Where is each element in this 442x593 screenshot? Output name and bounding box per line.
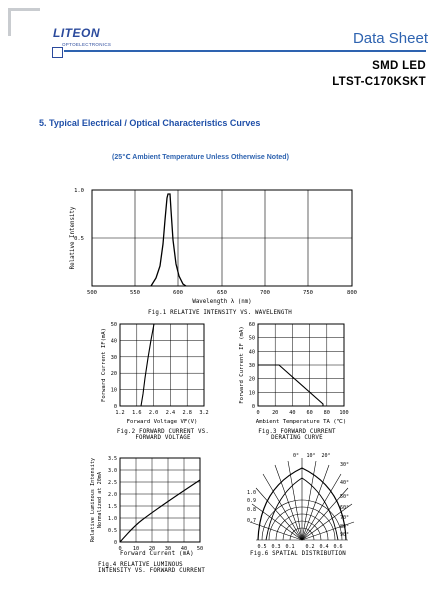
fig3-ytick: 20 bbox=[248, 376, 255, 383]
fig3-caption bbox=[242, 429, 352, 441]
section-title: 5. Typical Electrical / Optical Characteristics Curves bbox=[39, 118, 261, 128]
fig4-caption-line2: INTENSITY VS. FORWARD CURRENT bbox=[98, 568, 206, 574]
condition-note: (25℃ Ambient Temperature Unless Otherwise Noted) bbox=[112, 154, 289, 161]
fig2-xtick: 2.8 bbox=[182, 410, 192, 416]
fig4-xtick: 50 bbox=[196, 546, 204, 552]
fig6-caption: Fig.6 SPATIAL DISTRIBUTION bbox=[250, 551, 346, 557]
fig4-ytick: 0 bbox=[113, 540, 117, 546]
fig4-ytick: 3.5 bbox=[107, 456, 117, 462]
fig2-caption bbox=[108, 429, 218, 441]
fig1-xlabel: Wavelength λ (nm) bbox=[192, 299, 252, 305]
fig4-ytick: 2.5 bbox=[107, 480, 117, 486]
fig4-xtick: 20 bbox=[148, 546, 156, 552]
fig6-left-tick: 0.9 bbox=[246, 498, 256, 504]
fig6-bottom-tick: 0.3 bbox=[271, 544, 281, 550]
fig1-ylabel: Relative Intensity bbox=[70, 206, 76, 270]
fig2-ytick: 30 bbox=[110, 354, 117, 361]
fig4-ylabel-1: Relative Luminous Intensity bbox=[90, 457, 96, 543]
fig4-ytick: 1.0 bbox=[107, 516, 117, 522]
fig3-ytick: 10 bbox=[248, 390, 255, 397]
fig4-caption bbox=[98, 562, 205, 574]
fig1-caption: Fig.1 RELATIVE INTENSITY VS. WAVELENGTH bbox=[148, 310, 292, 316]
fig2-xtick: 3.2 bbox=[199, 410, 209, 416]
fig1-xtick: 800 bbox=[347, 290, 357, 296]
fig3-ylabel: Forward Current IF (mA) bbox=[239, 326, 245, 404]
fig4-xtick: 40 bbox=[180, 546, 188, 552]
fig6-top-angle: 20° bbox=[321, 453, 331, 459]
fig2-xtick: 2.4 bbox=[165, 410, 176, 416]
fig6-bottom-tick: 0.5 bbox=[257, 544, 267, 550]
fig4-ylabel-2: Normalized at 20mA bbox=[97, 471, 103, 529]
fig1-xtick: 600 bbox=[173, 290, 183, 296]
fig3-ytick: 60 bbox=[248, 322, 255, 328]
fig6-right-angle: 80° bbox=[340, 524, 350, 530]
fig6-right-angle: 70° bbox=[340, 515, 350, 521]
fig3-ytick: 50 bbox=[248, 335, 255, 342]
fig4-ytick: 1.5 bbox=[107, 504, 117, 510]
fig3-xtick: 80 bbox=[323, 410, 330, 416]
part-number: LTST-C170KSKT bbox=[332, 76, 426, 88]
fig6-bottom-tick: 0.1 bbox=[285, 544, 295, 550]
fig4-xtick: 10 bbox=[132, 546, 140, 552]
fig2-xtick: 1.2 bbox=[115, 410, 125, 416]
fig2-ytick: 40 bbox=[110, 338, 117, 345]
fig1-xtick: 750 bbox=[303, 290, 313, 296]
fig1-ytick: 1.0 bbox=[74, 188, 84, 194]
fig4-chart bbox=[84, 450, 210, 560]
logo-square-icon bbox=[52, 47, 63, 58]
fig1-xtick: 700 bbox=[260, 290, 270, 296]
fig3-xtick: 0 bbox=[256, 410, 260, 416]
fig4-ytick: 2.0 bbox=[107, 492, 117, 498]
fig6-right-angle: 90° bbox=[340, 532, 350, 538]
fig2-xtick: 2.0 bbox=[148, 410, 159, 416]
fig3-xtick: 100 bbox=[339, 410, 349, 416]
fig3-xlabel: Ambient Temperature TA (℃) bbox=[255, 419, 347, 425]
fig2-ytick: 10 bbox=[110, 387, 117, 394]
fig4-ytick: 0.5 bbox=[107, 528, 117, 534]
fig2-ytick: 0 bbox=[113, 404, 117, 410]
fig4-caption-line1: Fig.4 RELATIVE LUMINOUS bbox=[98, 562, 183, 568]
fig4-ytick: 3.0 bbox=[107, 468, 117, 474]
fig6-left-tick: 0.8 bbox=[246, 507, 256, 513]
corner-mark-tab bbox=[34, 8, 40, 11]
fig1-xtick: 550 bbox=[130, 290, 140, 296]
fig1-xtick: 500 bbox=[87, 290, 97, 296]
fig6-right-angle: 30° bbox=[340, 462, 350, 468]
doc-type-label: Data Sheet bbox=[352, 30, 428, 47]
fig2-xtick: 1.6 bbox=[132, 410, 142, 416]
fig6-bottom-tick: 0.4 bbox=[319, 544, 329, 550]
fig2-ylabel: Forward Current IF(mA) bbox=[101, 327, 107, 403]
fig2-ytick: 20 bbox=[110, 371, 117, 378]
fig3-xtick: 40 bbox=[289, 410, 296, 416]
header-rule bbox=[64, 50, 426, 52]
fig6-top-angle: 0° bbox=[292, 453, 300, 459]
fig4-xtick: 30 bbox=[164, 546, 172, 552]
fig3-ytick: 30 bbox=[248, 363, 255, 369]
fig6-right-angle: 40° bbox=[340, 480, 350, 486]
fig1-xtick: 650 bbox=[217, 290, 227, 296]
product-series: SMD LED bbox=[372, 60, 426, 72]
fig2-caption-line1: Fig.2 FORWARD CURRENT VS. bbox=[116, 429, 210, 435]
fig6-left-tick: 0.7 bbox=[246, 518, 256, 524]
fig6-bottom-tick: 0.2 bbox=[305, 544, 315, 550]
fig2-chart bbox=[96, 318, 214, 430]
fig4-xtick: 0 bbox=[118, 546, 122, 552]
fig6-left-tick: 1.0 bbox=[246, 490, 256, 496]
fig2-xlabel: Forward Voltage VF(V) bbox=[126, 419, 198, 425]
fig3-ytick: 0 bbox=[251, 404, 255, 410]
brand-logo: LITEON bbox=[53, 26, 100, 40]
fig6-chart bbox=[240, 448, 360, 554]
brand-subtitle: OPTOELECTRONICS bbox=[62, 42, 112, 47]
fig3-caption-line2: DERATING CURVE bbox=[271, 435, 323, 441]
fig3-xtick: 20 bbox=[272, 410, 279, 416]
fig3-ytick: 40 bbox=[248, 349, 255, 356]
fig6-bottom-tick: 0.6 bbox=[333, 544, 343, 550]
fig4-xlabel: Forward Current (mA) bbox=[120, 551, 194, 557]
fig1-ytick: 0.5 bbox=[74, 236, 84, 242]
fig2-ytick: 50 bbox=[110, 322, 117, 328]
fig6-right-angle: 60° bbox=[340, 505, 350, 511]
fig6-right-angle: 50° bbox=[340, 494, 350, 500]
corner-mark bbox=[8, 8, 34, 36]
fig2-caption-line2: FORWARD VOLTAGE bbox=[135, 435, 191, 441]
fig1-chart bbox=[60, 180, 380, 310]
fig3-caption-line1: Fig.3 FORWARD CURRENT bbox=[258, 429, 336, 435]
fig3-chart bbox=[234, 318, 354, 430]
fig3-xtick: 60 bbox=[306, 410, 313, 416]
fig6-top-angle: 10° bbox=[306, 453, 316, 459]
